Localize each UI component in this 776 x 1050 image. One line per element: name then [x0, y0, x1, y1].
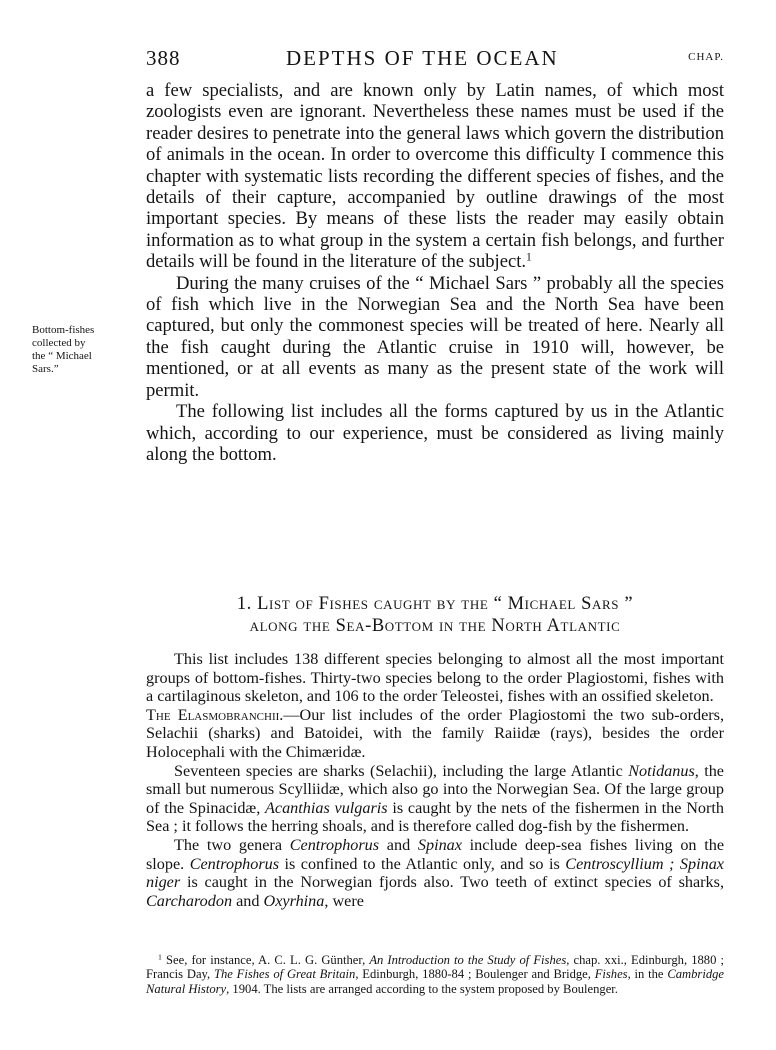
taxon-name: Notidanus	[628, 761, 695, 780]
taxon-name: Centrophorus	[289, 835, 380, 854]
margin-note-line: collected by	[32, 337, 86, 349]
paragraph-text: and	[379, 835, 418, 854]
taxon-name: Spinax	[417, 835, 462, 854]
taxon-name: Oxyrhina	[263, 891, 325, 910]
margin-note	[32, 324, 140, 376]
footnote-text	[146, 953, 724, 996]
footnote	[146, 953, 724, 996]
taxon-name: Acanthias vulgaris	[265, 798, 388, 817]
footnote-part: , Edinburgh, 1880-84 ; Boulenger and Bridge,	[355, 967, 595, 982]
paragraph-following-list: The following list includes all the forms captured by us in the Atlantic which, according to our experience, must be considered as living mainly along the bottom.	[146, 401, 724, 465]
paragraph-sharks	[146, 762, 724, 836]
section-heading-line: along the Sea-Bottom in the North Atlantic	[249, 616, 621, 636]
footnote-reference: 1	[526, 251, 532, 264]
chapter-mark: CHAP.	[688, 51, 724, 63]
book-title: The Fishes of Great Britain	[213, 967, 356, 982]
paragraph-cruises: During the many cruises of the “ Michael Sars ” probably all the species of fish which live in the Norwegian Sea and the North Sea have been captured, but only the commonest species will be treated of here. Nearly all the fish caught during the Atlantic cruise in 1910 will, however, be mentioned, or at all events as many as the present state of the work will permit.	[146, 272, 724, 401]
footnote-part: , chap. xxi., Edinburgh, 1880 ; Francis Day,	[146, 953, 724, 982]
paragraph-continued	[146, 80, 724, 273]
section-text	[146, 650, 724, 910]
book-title: Cambridge Natural History	[146, 967, 724, 996]
footnote-part: , 1904. The lists are arranged according to the system proposed by Boulenger.	[226, 981, 618, 996]
paragraph-text: a few specialists, and are known only by Latin names, of which most zoologists even are ignorant. Nevertheless these names must be used if the reader desires to penetrate into the general laws which govern the distribution of animals in the ocean. In order to overcome this difficulty I commence this chapter with systematic lists recording the different species of fishes, and the details of their capture, accompanied by outline drawings of the most important species. By means of these lists the reader may easily obtain information as to what group in the system a certain fish belongs, and further details will be found in the literature of the subject.	[146, 80, 724, 273]
margin-note-line: Bottom-fishes	[32, 324, 95, 336]
main-text	[146, 80, 724, 465]
paragraph-text: and	[232, 891, 264, 910]
margin-note-line: Sars.”	[32, 363, 59, 375]
footnote-part: , in the	[627, 967, 668, 982]
paragraph-elasmobranchii	[146, 706, 724, 762]
paragraph-text: , were	[324, 891, 364, 910]
running-head	[146, 46, 724, 76]
running-title: DEPTHS OF THE OCEAN	[286, 46, 559, 70]
paragraph-text: Seventeen species are sharks (Selachii), including the large Atlantic	[174, 761, 629, 780]
section-heading-line: 1. List of Fishes caught by the “ Michael Sars ”	[236, 594, 634, 614]
margin-note-line: the “ Michael	[32, 350, 92, 362]
taxon-name: Carcharodon	[146, 891, 233, 910]
paragraph-text: is caught in the Norwegian fjords also. Two teeth of extinct species of sharks,	[180, 873, 724, 892]
paragraph-text: is caught by the nets of the fishermen in the North Sea ; it follows the herring shoals, and is therefore called dog-fish by the fishermen.	[146, 798, 724, 836]
footnote-part: See, for instance, A. C. L. G. Günther,	[161, 953, 370, 967]
paragraph-text: The two genera	[174, 835, 290, 854]
taxon-name: Centrophorus	[189, 854, 280, 873]
footnote-mark: 1	[158, 952, 162, 962]
paragraph-text: is confined to the Atlantic only, and so is	[279, 854, 566, 873]
paragraph-text: include deep-sea fishes living on the slope.	[146, 835, 725, 873]
book-title: Fishes	[594, 967, 628, 982]
paragraph-list-summary: This list includes 138 different species belonging to almost all the most important groups of bottom-fishes. Thirty-two species belong to the order Plagiostomi, fishes with a cartilaginous skeleton, and 106 to the order Teleostei, fishes with an ossified skeleton.	[146, 650, 724, 706]
paragraph-genera	[146, 836, 724, 910]
paragraph-text: , the small but numerous Scylliidæ, which also go into the Norwegian Sea. Of the large group of the Spinacidæ,	[146, 761, 724, 817]
book-title: An Introduction to the Study of Fishes	[369, 953, 567, 967]
taxon-name: Centroscyllium ; Spinax niger	[146, 854, 724, 892]
section-heading	[146, 593, 724, 637]
page-number: 388	[146, 46, 181, 70]
elasmobranchii-heading: The Elasmobranchii.	[146, 705, 284, 724]
paragraph-text: —Our list includes of the order Plagiostomi the two sub-orders, Selachii (sharks) and Batoidei, with the family Raiidæ (rays), besides the order Holocephali with the Chimæridæ.	[146, 705, 725, 761]
